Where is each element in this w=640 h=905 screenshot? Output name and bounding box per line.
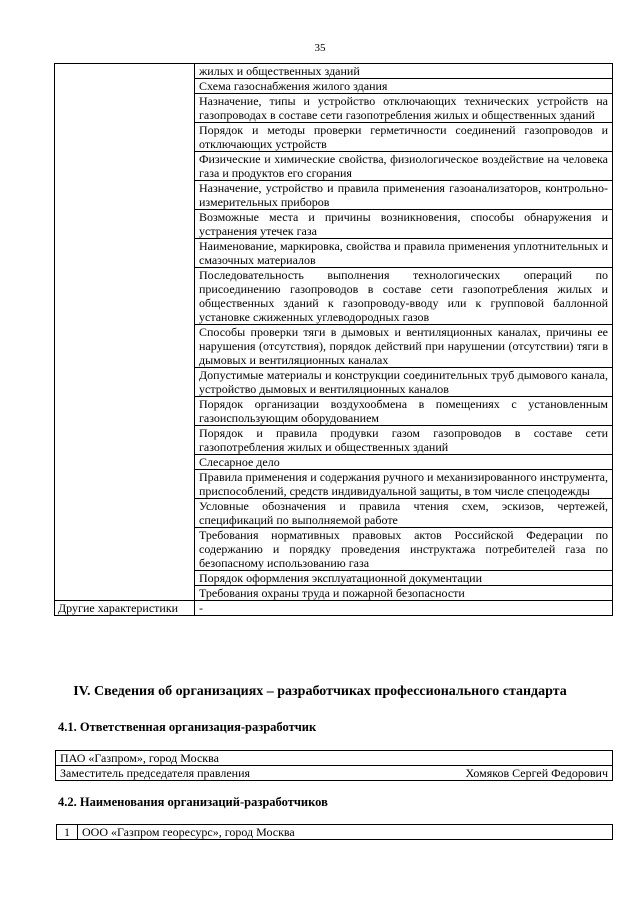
responsible-org-heading: 4.1. Ответственная организация-разработчик: [58, 720, 317, 734]
other-characteristics-row: [55, 601, 613, 616]
requirement-cell: Способы проверки тяги в дымовых и вентиляционных каналах, причины ее нарушения (отсутствия), порядок действий при нарушении (отсутствии) тяги в дымовых и вентиляционных каналах: [195, 325, 613, 368]
other-characteristics-value: -: [195, 601, 613, 616]
requirement-cell: Правила применения и содержания ручного и механизированного инструмента, приспособлений, средств индивидуальной защиты, в том числе спецодежды: [195, 470, 613, 499]
section-iv-title: IV. Сведения об организациях – разработчиках профессионального стандарта: [73, 684, 567, 699]
requirements-body: [55, 64, 613, 616]
requirement-cell: Схема газоснабжения жилого здания: [195, 79, 613, 94]
other-characteristics-label: Другие характеристики: [55, 601, 195, 616]
requirement-cell: Последовательность выполнения технологических операций по присоединению газопроводов в составе сети газопотребления жилых и общественных зданий к газопроводу-вводу или к групповой баллонной установке сжиженных углеводородных газов: [195, 268, 613, 325]
responsible-org-name: ПАО «Газпром», город Москва: [56, 751, 613, 766]
requirement-cell: Назначение, типы и устройство отключающих технических устройств на газопроводах в составе сети газопотребления жилых и общественных зданий: [195, 94, 613, 123]
requirement-cell: Слесарное дело: [195, 455, 613, 470]
requirement-cell: Наименование, маркировка, свойства и правила применения уплотнительных и смазочных материалов: [195, 239, 613, 268]
requirement-cell: Допустимые материалы и конструкции соединительных труб дымового канала, устройство дымовых и вентиляционных каналов: [195, 368, 613, 397]
requirement-cell: Возможные места и причины возникновения, способы обнаружения и устранения утечек газа: [195, 210, 613, 239]
table-row: [56, 766, 613, 781]
requirement-cell: Порядок организации воздухообмена в помещениях с установленным газоиспользующим оборудованием: [195, 397, 613, 426]
requirement-cell: Условные обозначения и правила чтения схем, эскизов, чертежей, спецификаций по выполняемой работе: [195, 499, 613, 528]
table-row: [55, 64, 613, 79]
signatory-name: Хомяков Сергей Федорович: [465, 766, 608, 780]
developers-table: [56, 824, 613, 840]
page-number: 35: [314, 42, 326, 54]
responsible-org-table: [55, 750, 613, 781]
signatory-position: Заместитель председателя правления: [60, 766, 251, 780]
left-column-empty: [55, 64, 195, 601]
developer-number: 1: [57, 825, 78, 840]
requirement-cell: Порядок и методы проверки герметичности соединений газопроводов и отключающих устройств: [195, 123, 613, 152]
requirement-cell: Порядок оформления эксплуатационной документации: [195, 571, 613, 586]
requirement-cell: Назначение, устройство и правила применения газоанализаторов, контрольно-измерительных приборов: [195, 181, 613, 210]
knowledge-requirements-table: [54, 63, 613, 616]
responsible-signatory-cell: [56, 766, 613, 781]
requirement-cell: Требования охраны труда и пожарной безопасности: [195, 586, 613, 601]
requirement-cell: Физические и химические свойства, физиологическое воздействие на человека газа и продуктов его сгорания: [195, 152, 613, 181]
requirement-cell: Порядок и правила продувки газом газопроводов в составе сети газопотребления жилых и общественных зданий: [195, 426, 613, 455]
signatory-row: [60, 766, 608, 780]
developer-name: ООО «Газпром георесурс», город Москва: [78, 825, 613, 840]
table-row: [56, 751, 613, 766]
requirement-cell: жилых и общественных зданий: [195, 64, 613, 79]
table-row: [57, 825, 613, 840]
developers-heading: 4.2. Наименования организаций-разработчиков: [58, 795, 328, 809]
requirement-cell: Требования нормативных правовых актов Российской Федерации по содержанию и порядку проведения инструктажа потребителей газа по безопасному использованию газа: [195, 528, 613, 571]
